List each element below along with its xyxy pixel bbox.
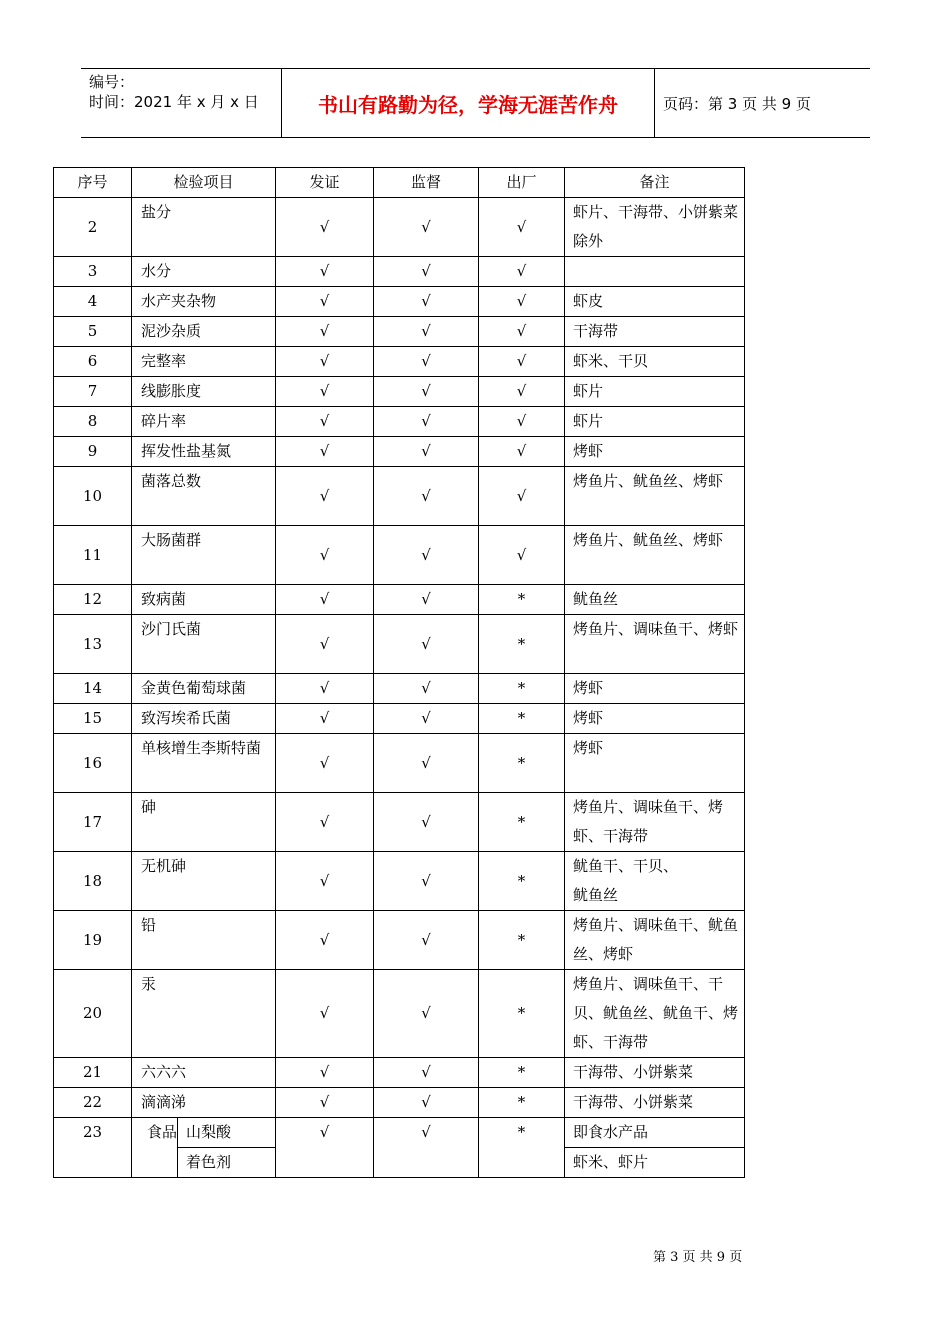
row-number: 10: [54, 467, 132, 526]
row-supervise-mark: √: [374, 407, 479, 437]
row-factory-mark: √: [479, 257, 565, 287]
row-number: 7: [54, 377, 132, 407]
row-issue-mark: √: [276, 615, 374, 674]
row-issue-mark: √: [276, 407, 374, 437]
table-row: [54, 585, 745, 615]
row-issue-mark: √: [276, 674, 374, 704]
row-number: 13: [54, 615, 132, 674]
row-factory-mark: √: [479, 198, 565, 257]
row-factory-mark: √: [479, 317, 565, 347]
table-row: [54, 287, 745, 317]
row-factory-mark: √: [479, 467, 565, 526]
row-supervise-mark: √: [374, 585, 479, 615]
document-header: [81, 68, 870, 138]
row-factory-mark: *: [479, 1088, 565, 1118]
row-supervise-mark: √: [374, 287, 479, 317]
row-issue-mark: √: [276, 852, 374, 911]
row-note: 虾片: [565, 377, 745, 407]
row-supervise-mark: √: [374, 347, 479, 377]
col-header: 监督: [374, 168, 479, 198]
row-factory-mark: *: [479, 911, 565, 970]
row-item: 沙门氏菌: [132, 615, 276, 674]
row-number: 16: [54, 734, 132, 793]
row-factory-mark: *: [479, 734, 565, 793]
header-meta: [81, 69, 282, 137]
row-note: 烤鱼片、调味鱼干、烤虾: [565, 615, 745, 674]
number-label: 编号：: [89, 73, 135, 91]
row-number: 9: [54, 437, 132, 467]
row-number: 20: [54, 970, 132, 1058]
row-factory-mark: √: [479, 526, 565, 585]
table-row: [54, 198, 745, 257]
row-item: 水分: [132, 257, 276, 287]
row-issue-mark: √: [276, 1118, 374, 1178]
row-supervise-mark: √: [374, 793, 479, 852]
row-note: 虾米、虾片: [565, 1148, 745, 1178]
row-supervise-mark: √: [374, 674, 479, 704]
row-number: 2: [54, 198, 132, 257]
row-note: 烤虾: [565, 437, 745, 467]
row-note: 即食水产品: [565, 1118, 745, 1148]
table-row: [54, 1118, 745, 1148]
row-note: 干海带: [565, 317, 745, 347]
row-note: 烤鱼片、调味鱼干、干贝、鱿鱼丝、鱿鱼干、烤虾、干海带: [565, 970, 745, 1058]
row-factory-mark: *: [479, 615, 565, 674]
row-item: 无机砷: [132, 852, 276, 911]
row-supervise-mark: √: [374, 437, 479, 467]
row-issue-mark: √: [276, 585, 374, 615]
row-number: 22: [54, 1088, 132, 1118]
row-issue-mark: √: [276, 1058, 374, 1088]
row-number: 4: [54, 287, 132, 317]
page-footer: 第 3 页 共 9 页: [653, 1250, 743, 1265]
row-item: 汞: [132, 970, 276, 1058]
row-factory-mark: *: [479, 704, 565, 734]
row-note: 虾片、干海带、小饼紫菜除外: [565, 198, 745, 257]
table-row: [54, 615, 745, 674]
row-issue-mark: √: [276, 1088, 374, 1118]
row-note: 虾片: [565, 407, 745, 437]
row-issue-mark: √: [276, 347, 374, 377]
table-row: [54, 407, 745, 437]
row-factory-mark: *: [479, 1118, 565, 1178]
table-row: [54, 467, 745, 526]
row-number: 23: [54, 1118, 132, 1178]
row-supervise-mark: √: [374, 615, 479, 674]
row-note: 干海带、小饼紫菜: [565, 1088, 745, 1118]
row-subitem: 着色剂: [178, 1148, 276, 1178]
table-row: [54, 674, 745, 704]
table-row: [54, 257, 745, 287]
row-number: 6: [54, 347, 132, 377]
row-factory-mark: *: [479, 1058, 565, 1088]
table-row: [54, 1058, 745, 1088]
table-row: [54, 734, 745, 793]
row-issue-mark: √: [276, 257, 374, 287]
table-body: [54, 168, 745, 1178]
row-factory-mark: *: [479, 852, 565, 911]
table-header-row: [54, 168, 745, 198]
table-row: [54, 970, 745, 1058]
row-factory-mark: *: [479, 585, 565, 615]
col-header: 发证: [276, 168, 374, 198]
row-note: 烤鱼片、调味鱼干、烤虾、干海带: [565, 793, 745, 852]
row-issue-mark: √: [276, 467, 374, 526]
row-number: 17: [54, 793, 132, 852]
row-number: 5: [54, 317, 132, 347]
table-row: [54, 793, 745, 852]
row-note: 烤鱼片、鱿鱼丝、烤虾: [565, 467, 745, 526]
row-factory-mark: √: [479, 407, 565, 437]
row-issue-mark: √: [276, 287, 374, 317]
row-supervise-mark: √: [374, 1088, 479, 1118]
table-row: [54, 911, 745, 970]
row-note: 鱿鱼丝: [565, 585, 745, 615]
row-item: 菌落总数: [132, 467, 276, 526]
row-item: 碎片率: [132, 407, 276, 437]
row-item: 单核增生李斯特菌: [132, 734, 276, 793]
row-number: 8: [54, 407, 132, 437]
table-row: [54, 437, 745, 467]
row-number: 15: [54, 704, 132, 734]
col-header: 检验项目: [132, 168, 276, 198]
row-item: 水产夹杂物: [132, 287, 276, 317]
row-item: 盐分: [132, 198, 276, 257]
row-factory-mark: √: [479, 287, 565, 317]
table-row: [54, 852, 745, 911]
row-note: 鱿鱼干、干贝、 鱿鱼丝: [565, 852, 745, 911]
row-supervise-mark: √: [374, 526, 479, 585]
row-item: 铅: [132, 911, 276, 970]
row-supervise-mark: √: [374, 377, 479, 407]
row-item: 挥发性盐基氮: [132, 437, 276, 467]
row-item: 完整率: [132, 347, 276, 377]
row-item: 金黄色葡萄球菌: [132, 674, 276, 704]
row-number: 3: [54, 257, 132, 287]
header-slogan: 书山有路勤为径，学海无涯苦作舟: [282, 69, 655, 137]
row-issue-mark: √: [276, 437, 374, 467]
col-header: 备注: [565, 168, 745, 198]
row-supervise-mark: √: [374, 704, 479, 734]
row-item: 泥沙杂质: [132, 317, 276, 347]
row-supervise-mark: √: [374, 970, 479, 1058]
row-issue-mark: √: [276, 317, 374, 347]
row-note: 烤虾: [565, 734, 745, 793]
row-note: 烤虾: [565, 704, 745, 734]
row-note: 烤虾: [565, 674, 745, 704]
row-factory-mark: *: [479, 674, 565, 704]
row-group: 食品: [132, 1118, 178, 1178]
row-number: 21: [54, 1058, 132, 1088]
col-header: 出厂: [479, 168, 565, 198]
row-factory-mark: *: [479, 793, 565, 852]
row-issue-mark: √: [276, 377, 374, 407]
row-issue-mark: √: [276, 970, 374, 1058]
row-note: 烤鱼片、调味鱼干、鱿鱼丝、烤虾: [565, 911, 745, 970]
row-factory-mark: √: [479, 377, 565, 407]
row-note: 干海带、小饼紫菜: [565, 1058, 745, 1088]
row-factory-mark: *: [479, 970, 565, 1058]
row-supervise-mark: √: [374, 852, 479, 911]
row-factory-mark: √: [479, 347, 565, 377]
row-note: 虾米、干贝: [565, 347, 745, 377]
row-issue-mark: √: [276, 911, 374, 970]
row-number: 18: [54, 852, 132, 911]
row-supervise-mark: √: [374, 911, 479, 970]
row-number: 11: [54, 526, 132, 585]
col-header: 序号: [54, 168, 132, 198]
header-page-info: 页码：第 3 页 共 9 页: [663, 95, 811, 113]
row-issue-mark: √: [276, 734, 374, 793]
row-subitem: 山梨酸: [178, 1118, 276, 1148]
row-number: 12: [54, 585, 132, 615]
row-supervise-mark: √: [374, 1118, 479, 1178]
table-row: [54, 704, 745, 734]
table-row: [54, 526, 745, 585]
row-note: 烤鱼片、鱿鱼丝、烤虾: [565, 526, 745, 585]
row-item: 滴滴涕: [132, 1088, 276, 1118]
row-supervise-mark: √: [374, 1058, 479, 1088]
row-supervise-mark: √: [374, 198, 479, 257]
row-issue-mark: √: [276, 526, 374, 585]
row-item: 六六六: [132, 1058, 276, 1088]
row-issue-mark: √: [276, 198, 374, 257]
row-item: 线膨胀度: [132, 377, 276, 407]
row-note: [565, 257, 745, 287]
row-number: 19: [54, 911, 132, 970]
table-row: [54, 317, 745, 347]
time-label: 时间：2021 年 x 月 x 日: [89, 93, 259, 111]
table-row: [54, 1088, 745, 1118]
row-number: 14: [54, 674, 132, 704]
row-supervise-mark: √: [374, 734, 479, 793]
inspection-table: [53, 167, 745, 1178]
row-factory-mark: √: [479, 437, 565, 467]
row-supervise-mark: √: [374, 467, 479, 526]
table-row: [54, 377, 745, 407]
table-row: [54, 347, 745, 377]
row-item: 致病菌: [132, 585, 276, 615]
row-item: 致泻埃希氏菌: [132, 704, 276, 734]
row-supervise-mark: √: [374, 257, 479, 287]
row-issue-mark: √: [276, 793, 374, 852]
row-item: 砷: [132, 793, 276, 852]
row-note: 虾皮: [565, 287, 745, 317]
row-item: 大肠菌群: [132, 526, 276, 585]
row-issue-mark: √: [276, 704, 374, 734]
row-supervise-mark: √: [374, 317, 479, 347]
